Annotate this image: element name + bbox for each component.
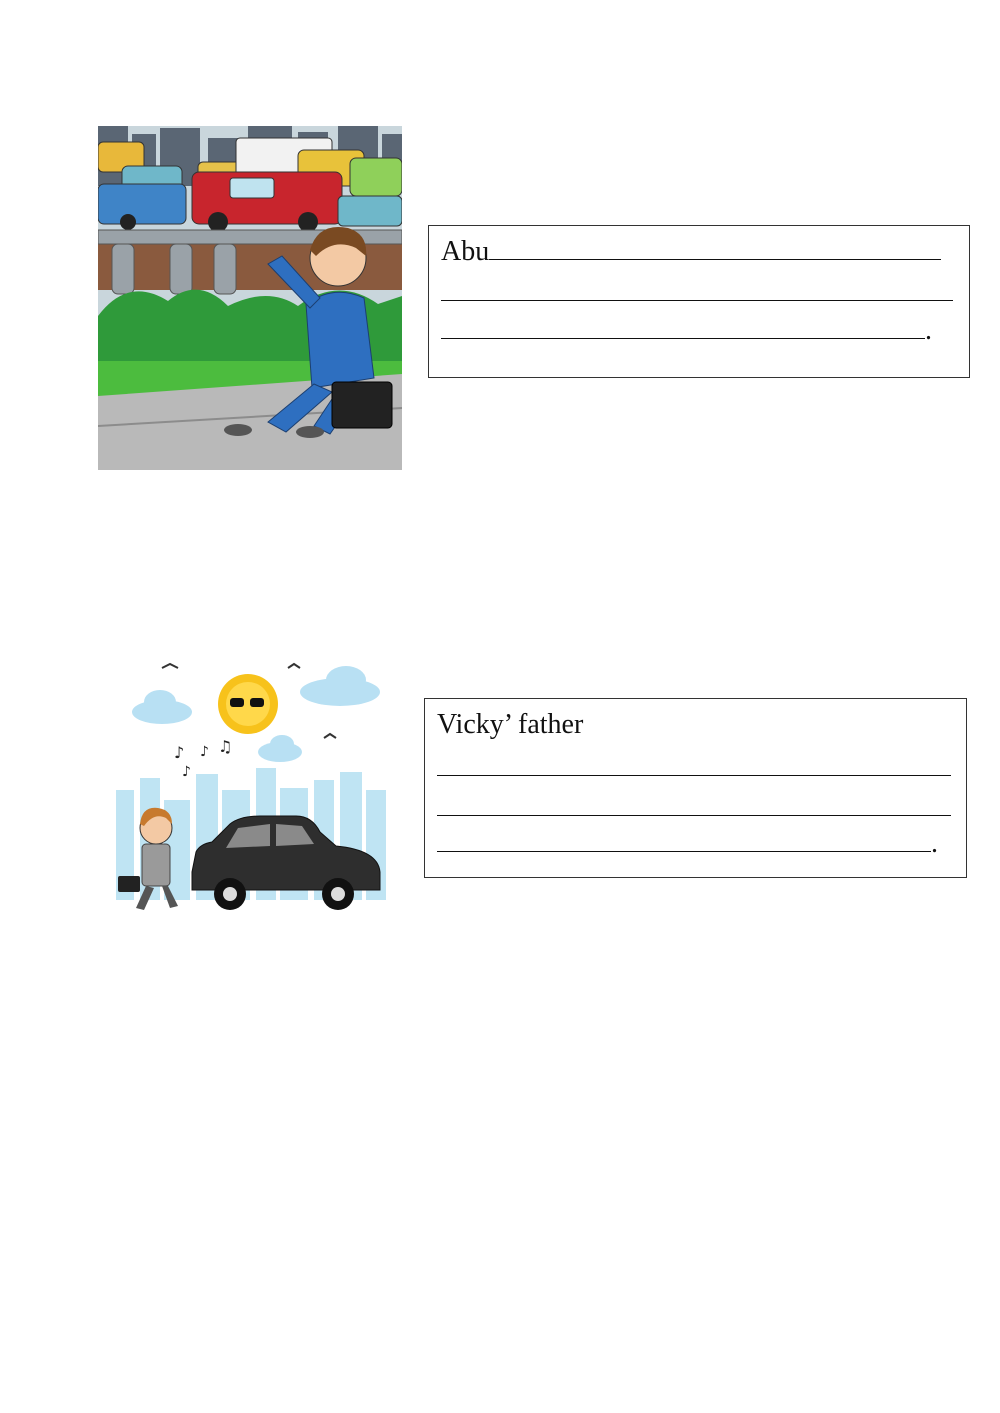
blank-line[interactable] <box>437 827 931 852</box>
sunny-day-walking-man-illustration <box>100 640 400 930</box>
music-note-icon: ♪ <box>200 744 209 760</box>
answer-line-2[interactable] <box>437 751 951 784</box>
music-note-icon: ♫ <box>218 737 233 756</box>
answer-line-2[interactable] <box>441 276 953 309</box>
traffic-jam-walking-man-illustration <box>98 126 402 470</box>
answer-line-1 <box>437 709 583 741</box>
music-note-icon: ♪ <box>182 764 191 780</box>
period: . <box>931 828 938 859</box>
subject-vicky-father: Vicky’ father <box>437 709 584 740</box>
answer-line-3[interactable] <box>437 791 951 824</box>
traffic-cars <box>98 138 402 232</box>
music-note-icon: ♪ <box>174 743 185 762</box>
answer-line-1[interactable] <box>441 235 941 268</box>
period: . <box>925 315 932 346</box>
blank-line[interactable] <box>441 276 953 301</box>
subject-abu: Abu <box>441 236 490 267</box>
sun-with-sunglasses <box>218 674 278 734</box>
answer-line-4[interactable] <box>437 827 938 860</box>
answer-box-abu <box>428 225 970 378</box>
answer-line-3[interactable] <box>441 314 932 347</box>
blank-line[interactable] <box>441 314 925 339</box>
blank-line[interactable] <box>437 791 951 816</box>
blank-line[interactable] <box>437 751 951 776</box>
answer-box-vicky-father <box>424 698 967 878</box>
blank-line[interactable] <box>489 235 941 260</box>
